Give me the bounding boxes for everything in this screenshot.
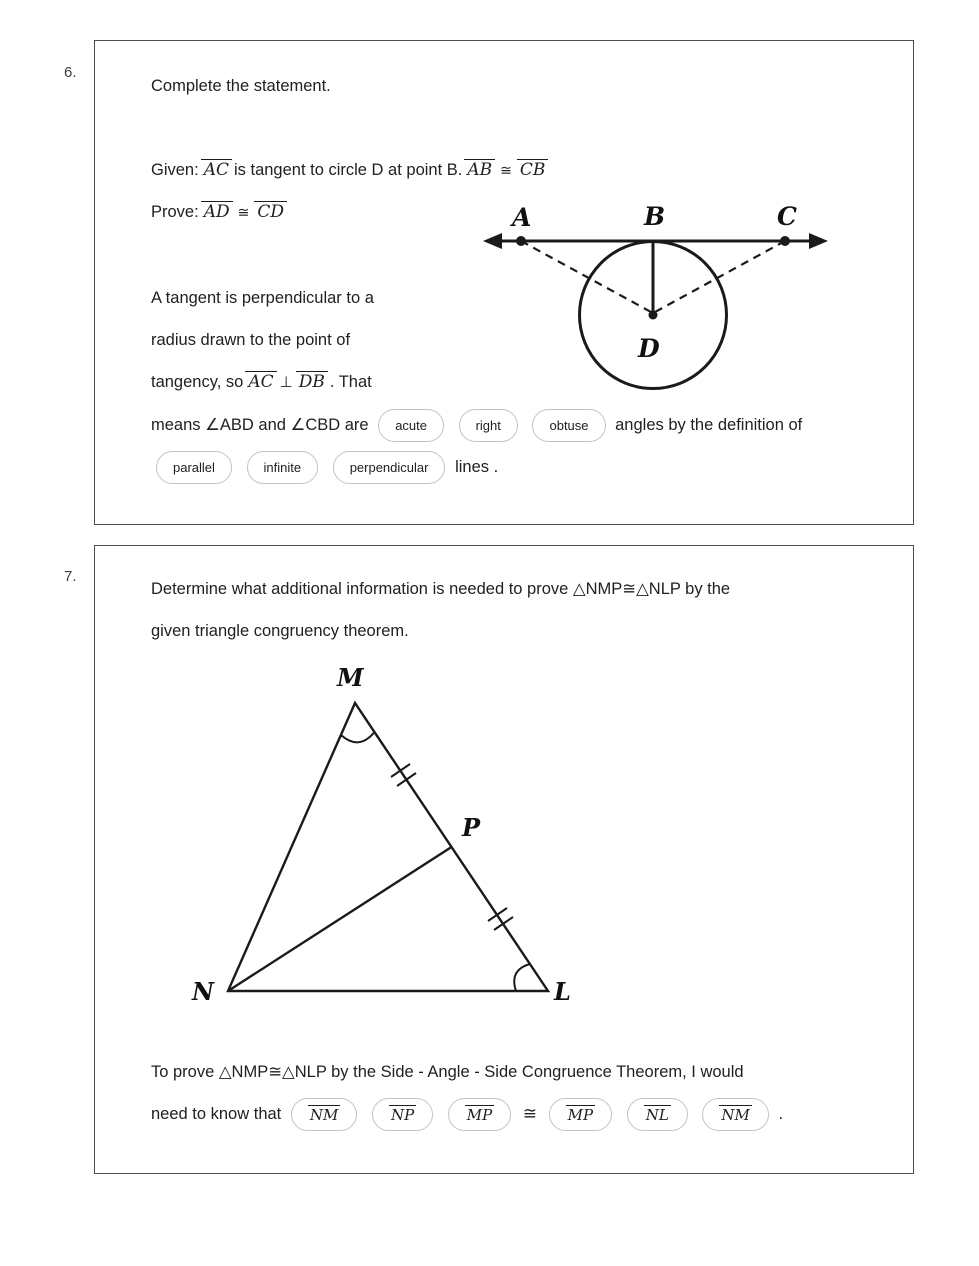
label-P: P	[462, 813, 481, 842]
math-segment-AB: AB	[464, 159, 495, 181]
chip-NM-right[interactable]	[702, 1098, 768, 1131]
tick-PL-1	[488, 908, 507, 921]
label-D: D	[638, 334, 660, 363]
statement-line-4-pre: means ∠ABD and ∠CBD are	[151, 416, 369, 434]
question-7-prompt	[151, 568, 730, 652]
triangle-diagram	[190, 658, 580, 1023]
point-C-dot	[780, 236, 790, 246]
math-segment-CD: CD	[254, 201, 287, 223]
question-6-body	[151, 277, 896, 488]
label-L: L	[554, 977, 571, 1006]
question-6-prompt: Complete the statement.	[151, 77, 331, 95]
prove-label: Prove:	[151, 203, 199, 221]
question-6-card	[94, 40, 914, 525]
chip-obtuse[interactable]: obtuse	[532, 409, 605, 442]
tick-MP-1	[391, 764, 410, 777]
statement-line-5-post: lines .	[455, 458, 499, 476]
left-arrowhead-icon	[483, 233, 502, 249]
math-segment-AC: AC	[245, 371, 276, 393]
math-segment-AD: AD	[201, 201, 233, 223]
math-segment-NM: NM	[721, 1106, 750, 1125]
statement-line-1: A tangent is perpendicular to a	[151, 289, 374, 307]
label-N: N	[192, 977, 214, 1006]
math-segment-NL: NL	[645, 1106, 669, 1125]
chip-infinite[interactable]: infinite	[247, 451, 319, 484]
chip-MP-right[interactable]	[549, 1098, 612, 1131]
chip-acute[interactable]: acute	[378, 409, 444, 442]
given-statement	[151, 159, 550, 181]
triangle-MNL	[228, 703, 548, 991]
chip-MP-left[interactable]	[448, 1098, 511, 1131]
math-segment-MP: MP	[466, 1106, 493, 1125]
sentence-period: .	[778, 1105, 784, 1123]
statement-line-5	[151, 446, 896, 488]
congruent-symbol: ≅	[237, 204, 250, 220]
tick-PL-2	[494, 917, 513, 930]
label-A: A	[512, 203, 532, 232]
perpendicular-symbol: ⊥	[279, 374, 293, 391]
math-segment-NM: NM	[309, 1106, 339, 1125]
right-arrowhead-icon	[809, 233, 828, 249]
label-B: B	[644, 202, 666, 231]
question-7-prompt-line-2: given triangle congruency theorem.	[151, 622, 409, 640]
tick-MP-2	[397, 773, 416, 786]
label-M: M	[337, 663, 364, 692]
congruent-symbol: ≅	[500, 162, 512, 178]
math-segment-DB: DB	[296, 371, 328, 393]
question-7-number: 7.	[64, 568, 77, 585]
prove-statement	[151, 201, 289, 223]
statement-line-3-post: . That	[329, 373, 372, 391]
answer-line-1: To prove △NMP≅△NLP by the Side - Angle - Side Congruence Theorem, I would	[151, 1063, 744, 1081]
chip-right[interactable]: right	[459, 409, 518, 442]
statement-line-3	[151, 361, 896, 404]
label-C: C	[777, 202, 797, 231]
statement-line-2: radius drawn to the point of	[151, 331, 351, 349]
point-A-dot	[516, 236, 526, 246]
angle-arc-M	[341, 732, 375, 742]
math-segment-CB: CB	[517, 159, 549, 181]
statement-line-3-pre: tangency, so	[151, 373, 244, 391]
chip-perpendicular[interactable]: perpendicular	[333, 451, 446, 484]
question-7-card	[94, 545, 914, 1174]
congruent-symbol: ≅	[522, 1104, 538, 1123]
question-6-number: 6.	[64, 64, 77, 81]
chip-NM-left[interactable]	[291, 1098, 357, 1131]
question-7-prompt-line-1: Determine what additional information is needed to prove △NMP≅△NLP by the	[151, 580, 731, 598]
math-segment-AC: AC	[201, 159, 232, 181]
math-segment-MP: MP	[567, 1106, 594, 1125]
math-segment-NP: NP	[390, 1106, 415, 1125]
given-text: is tangent to circle D at point B.	[233, 161, 463, 179]
chip-NL-right[interactable]	[627, 1098, 688, 1131]
answer-line-2-pre: need to know that	[151, 1105, 282, 1123]
statement-line-4	[151, 404, 896, 446]
chip-NP-left[interactable]	[372, 1098, 433, 1131]
chip-parallel[interactable]: parallel	[156, 451, 232, 484]
answer-line-2	[151, 1093, 783, 1135]
angle-arc-L	[514, 964, 530, 991]
given-label: Given:	[151, 161, 199, 179]
segment-NP	[228, 847, 452, 991]
statement-line-4-post: angles by the definition of	[615, 416, 803, 434]
